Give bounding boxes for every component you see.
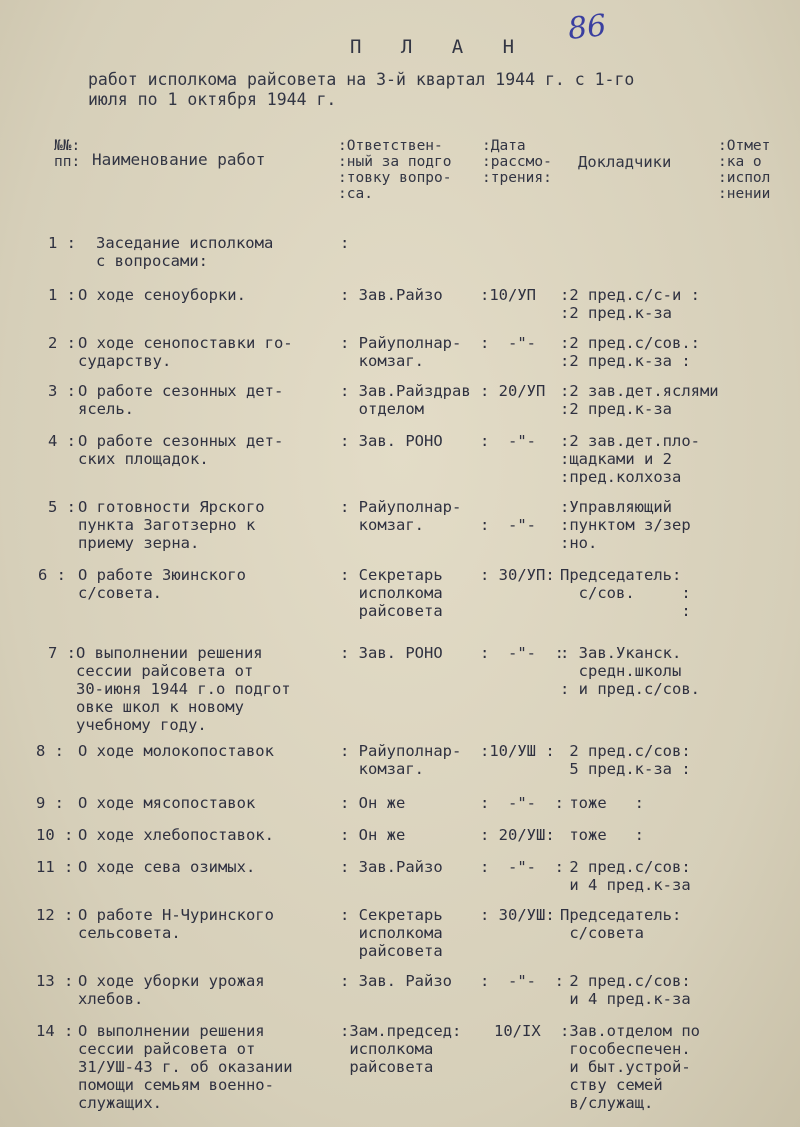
row-reporters: Председатель: с/сов. : : xyxy=(560,566,691,620)
row-reporters: :2 пред.с/сов.: :2 пред.к-за : xyxy=(560,334,700,370)
row-reporters: Председатель: с/совета xyxy=(560,906,682,942)
row-title: О готовности Ярского пункта Заготзерно к приему зерна. xyxy=(78,498,265,552)
row-reporters: :2 зав.дет.яслями :2 пред.к-за xyxy=(560,382,719,418)
row-date: : -"- : xyxy=(480,858,564,876)
row-number: 1 : xyxy=(48,286,76,304)
row-number: 9 : xyxy=(36,794,64,812)
row-reporters: 2 пред.с/сов: 5 пред.к-за : xyxy=(569,742,691,778)
row-date: : -"- xyxy=(480,334,536,352)
page-number: 86 xyxy=(566,8,608,47)
row-reporters: 2 пред.с/сов: и 4 пред.к-за xyxy=(569,972,691,1008)
row-title: О ходе уборки урожая хлебов. xyxy=(78,972,265,1008)
header-number: №№: пп: xyxy=(54,138,81,170)
row-title: О ходе сеноуборки. xyxy=(78,286,246,304)
document-title: П Л А Н xyxy=(350,36,529,58)
row-number: 8 : xyxy=(36,742,64,760)
row-reporters: 2 пред.с/сов: и 4 пред.к-за xyxy=(569,858,691,894)
row-responsible: : Он же xyxy=(340,826,406,844)
row-title: О работе сезонных дет- ясель. xyxy=(78,382,284,418)
row-reporters: :Зав.отделом по гособеспечен. и быт.устрой- ству семей в/служащ. xyxy=(560,1022,700,1112)
row-date: : -"- : xyxy=(480,972,564,990)
row-date: : 20/УП xyxy=(480,382,546,400)
row-title: Заседание исполкома с вопросами: xyxy=(96,234,274,270)
row-reporters: : Зав.Уканск. средн.школы : и пред.с/сов. xyxy=(560,644,700,698)
row-responsible: : Райуполнар- комзаг. xyxy=(340,498,462,534)
row-responsible: : Зав.Райздрав отделом xyxy=(340,382,471,418)
row-number: 12 : xyxy=(36,906,74,924)
row-number: 3 : xyxy=(48,382,76,400)
row-responsible: : Зав.Райзо xyxy=(340,858,443,876)
row-reporters: :2 зав.дет.пло- :щадками и 2 :пред.колхоза xyxy=(560,432,700,486)
row-responsible: : xyxy=(340,234,350,252)
row-date: : -"- xyxy=(480,516,536,534)
document-subtitle: работ исполкома райсовета на 3-й квартал 1944 г. с 1-го июля по 1 октября 1944 г. xyxy=(88,70,635,109)
header-mark: :Отмет :ка о :испол :нении xyxy=(718,138,771,202)
row-number: 11 : xyxy=(36,858,74,876)
row-title: О выполнении решения сессии райсовета от 31/УШ-43 г. об оказании помощи семьям военно- служащих. xyxy=(78,1022,293,1112)
row-responsible: :Зам.председ: исполкома райсовета xyxy=(340,1022,462,1076)
row-title: О работе Н-Чуринского сельсовета. xyxy=(78,906,274,942)
row-number: 14 : xyxy=(36,1022,74,1040)
row-number: 2 : xyxy=(48,334,76,352)
header-name: Наименование работ xyxy=(92,150,266,169)
row-date: : -"- xyxy=(480,432,536,450)
row-title: О выполнении решения сессии райсовета от 30-июня 1944 г.о подгот овке школ к новому учебному году. xyxy=(76,644,291,734)
row-number: 5 : xyxy=(48,498,76,516)
row-number: 7 : xyxy=(48,644,76,662)
row-responsible: : Зав.Райзо xyxy=(340,286,443,304)
row-date: :10/УШ : xyxy=(480,742,555,760)
row-responsible: : Райуполнар- комзаг. xyxy=(340,742,462,778)
row-title: О ходе сенопоставки го- сударству. xyxy=(78,334,293,370)
row-date: : -"- : xyxy=(480,644,564,662)
row-title: О ходе сева озимых. xyxy=(78,858,256,876)
row-reporters: тоже : xyxy=(560,826,644,844)
row-date: :10/УП xyxy=(480,286,536,304)
row-date: : 20/УШ: xyxy=(480,826,555,844)
row-number: 10 : xyxy=(36,826,74,844)
row-reporters: :Управляющий :пунктом з/зер :но. xyxy=(560,498,691,552)
row-reporters: :2 пред.с/с-и : :2 пред.к-за xyxy=(560,286,700,322)
row-title: О ходе мясопоставок xyxy=(78,794,256,812)
row-title: О работе Зюинского с/совета. xyxy=(78,566,246,602)
row-responsible: : Зав. РОНО xyxy=(340,644,443,662)
row-responsible: : Райуполнар- комзаг. xyxy=(340,334,462,370)
row-responsible: : Он же xyxy=(340,794,406,812)
row-number: 4 : xyxy=(48,432,76,450)
row-number: 13 : xyxy=(36,972,74,990)
header-date: :Дата :рассмо- :трения: xyxy=(482,138,552,186)
row-responsible: : Зав. Райзо xyxy=(340,972,452,990)
row-number: 1 : xyxy=(48,234,76,252)
row-date: : 30/УШ: xyxy=(480,906,555,924)
row-date: : 30/УП: xyxy=(480,566,555,584)
header-responsible: :Ответствен- :ный за подго :товку вопро- :са. xyxy=(338,138,452,202)
row-date: : -"- : xyxy=(480,794,564,812)
row-title: О ходе хлебопоставок. xyxy=(78,826,274,844)
row-responsible: : Секретарь исполкома райсовета xyxy=(340,906,443,960)
header-reporters: Докладчики xyxy=(578,153,672,171)
row-date: 10/IX xyxy=(494,1022,541,1040)
row-title: О работе сезонных дет- ских площадок. xyxy=(78,432,284,468)
row-reporters: тоже : xyxy=(560,794,644,812)
row-responsible: : Секретарь исполкома райсовета xyxy=(340,566,443,620)
row-responsible: : Зав. РОНО xyxy=(340,432,443,450)
row-number: 6 : xyxy=(38,566,66,584)
row-title: О ходе молокопоставок xyxy=(78,742,274,760)
